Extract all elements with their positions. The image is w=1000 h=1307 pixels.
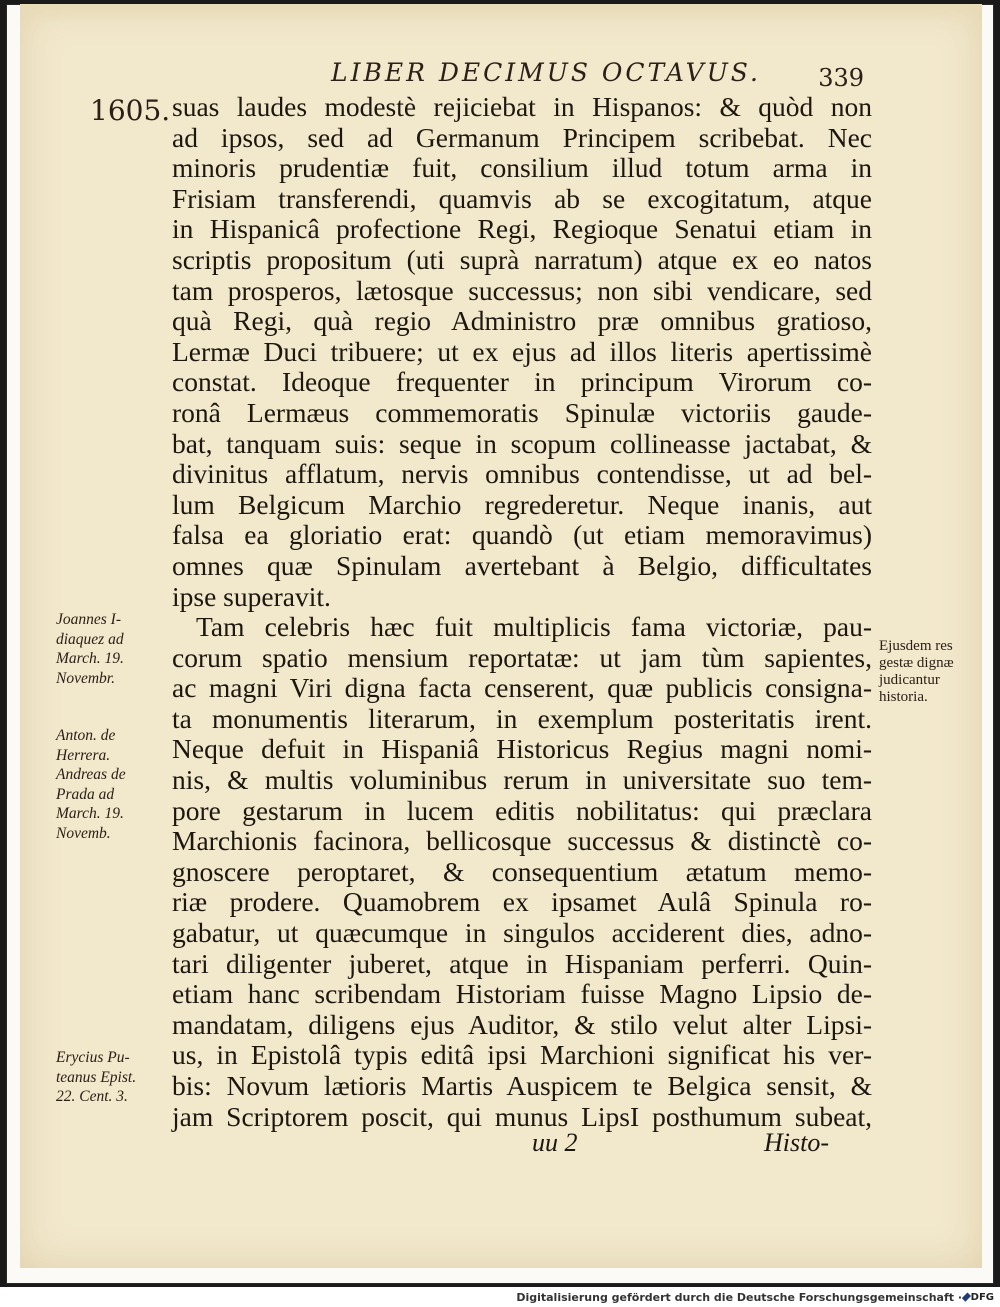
margin-note-line: Novembr. [56,669,115,687]
margin-note-line: Andreas de [56,766,126,783]
text-line: Frisiam transferendi, quamvis ab se excogitatum, atque [172,182,872,214]
text-line: gabatur, ut quæcumque in singulos acciderent dies, adno- [172,917,872,949]
dfg-logo [964,1290,994,1304]
text-line: gnoscere peroptaret, & consequentium ætatum memo- [172,855,872,887]
book-page [20,4,982,1268]
margin-note-right [879,638,989,706]
text-line: Lermæ Duci tribuere; ut ex ejus ad illos literis apertissimè [172,335,872,367]
text-line: corum spatio mensium reportatæ: ut jam tùm sapientes, [172,641,872,673]
text-line: tari diligenter juberet, atque in Hispaniam perferri. Quin- [172,947,872,979]
margin-note-line: Erycius Pu- [56,1049,130,1066]
text-line: minoris prudentiæ fuit, consilium illud totum arma in [172,152,872,184]
margin-note-herrera [56,726,126,843]
text-line: pore gestarum in lucem editis nobilitatus: qui præclara [172,794,872,826]
text-line: us, in Epistolâ typis editâ ipsi Marchioni significat his ver- [172,1039,872,1071]
text-line: ad ipsos, sed ad Germanum Principem scribebat. Nec [172,121,872,153]
dfg-logo-icon [962,1293,971,1302]
margin-note-line: historia. [879,689,928,705]
signature-mark: uu 2 [532,1128,578,1157]
catchword: Histo- [764,1128,829,1157]
text-line: quà Regi, quà regio Administro præ omnibus gratioso, [172,305,872,337]
margin-note-line: Prada ad [56,785,115,803]
margin-note-line: Joannes I- [56,611,121,628]
text-line: riæ prodere. Quamobrem ex ipsamet Aulâ Spinula ro- [172,886,872,918]
text-line: Neque defuit in Hispaniâ Historicus Regius magni nomi- [172,733,872,765]
text-line: ipse superavit. [172,580,331,612]
margin-note-idiaquez [56,610,124,688]
text-line: suas laudes modestè rejiciebat in Hispanos: & quòd non [172,91,872,122]
dfg-logo-text: DFG [970,1291,994,1303]
margin-note-line: Herrera. [56,746,111,764]
margin-note-line: March. 19. [56,805,124,822]
text-line: bis: Novum lætioris Martis Auspicem te Belgica sensit, & [172,1070,872,1101]
text-line: lum Belgicum Marchio regrederetur. Neque inanis, aut [172,488,872,520]
margin-note-line: gestæ dignæ [879,655,954,671]
text-line: jam Scriptorem poscit, qui munus LipsI posthumum subeat, [172,1100,872,1132]
margin-note-line: 22. Cent. 3. [56,1088,128,1105]
funding-credit: Digitalisierung gefördert durch die Deutsche Forschungsgemeinschaft · [516,1291,962,1304]
text-line: ac magni Viri digna facta censerent, quæ publicis consigna- [172,672,872,704]
text-line: tam prosperos, lætosque successus; non sibi vendicare, sed [172,274,872,306]
text-line: omnes quæ Spinulam avertebant à Belgio, difficultates [172,549,872,581]
text-line: in Hispanicâ profectione Regi, Regioque Senatui etiam in [172,213,872,245]
year-marker: 1605. [90,94,171,127]
margin-note-line: Novemb. [56,824,111,842]
text-line: scriptis propositum (uti suprà narratum) atque ex eo natos [172,243,872,275]
margin-note-line: teanus Epist. [56,1068,137,1086]
text-line: mandatam, diligens ejus Auditor, & stilo velut alter Lipsi- [172,1008,872,1040]
text-line: nis, & multis voluminibus rerum in universitate suo tem- [172,764,872,796]
text-line: Tam celebris hæc fuit multiplicis fama victoriæ, pau- [196,611,872,643]
margin-note-line: Anton. de [56,727,116,744]
margin-note-line: diaquez ad [56,630,124,648]
text-line: etiam hanc scribendam Historiam fuisse Magno Lipsio de- [172,978,872,1010]
main-text [172,92,872,1132]
margin-note-line: Ejusdem res [879,638,953,654]
margin-note-puteanus [56,1048,136,1107]
text-line: ronâ Lermæus commemoratis Spinulæ victoriis gaude- [172,396,872,428]
text-line: constat. Ideoque frequenter in principum Virorum co- [172,366,872,398]
text-line: divinitus afflatum, nervis omnibus contendisse, ut ad bel- [172,458,872,490]
text-line: ta monumentis literarum, in exemplum posteritatis irent. [172,702,872,734]
text-line: bat, tanquam suis: seque in scopum collineasse jactabat, & [172,427,872,459]
running-title: LIBER DECIMUS OCTAVUS. [331,58,761,87]
page-number: 339 [818,64,864,92]
margin-note-line: judicantur [879,672,940,688]
text-line: falsa ea gloriatio erat: quandò (ut etiam memoravimus) [172,519,872,551]
text-line: Marchionis facinora, bellicosque successus & distinctè co- [172,825,872,857]
margin-note-line: March. 19. [56,650,124,667]
